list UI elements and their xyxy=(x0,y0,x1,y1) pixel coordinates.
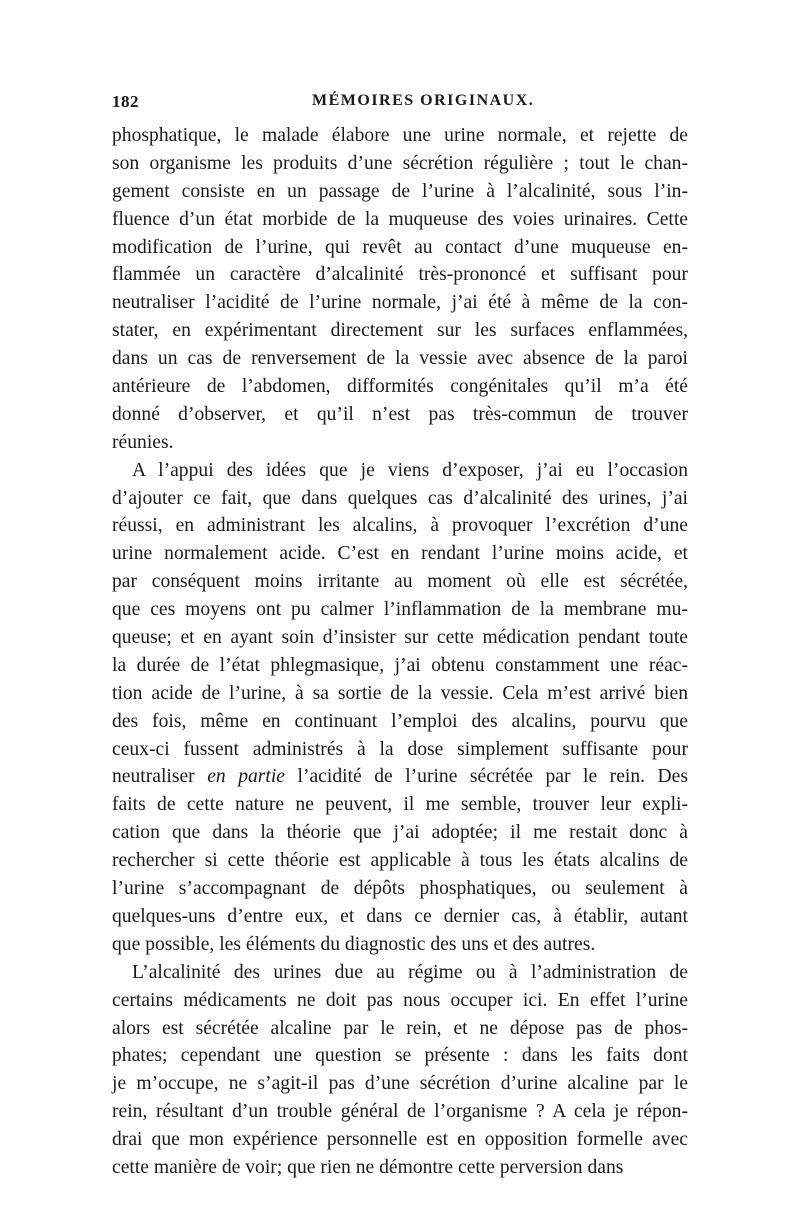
text-line: des fois, même en continuant l’emploi des alcalins, pourvu que xyxy=(112,710,688,732)
text-line: fluence d’un état morbide de la muqueuse des voies urinaires. Cette xyxy=(112,208,688,230)
text-line: gement consiste en un passage de l’urine à l’alcalinité, sous l’in- xyxy=(112,180,688,202)
book-page xyxy=(112,92,688,1182)
running-title: MÉMOIRES ORIGINAUX. xyxy=(312,92,535,109)
text-line: neutraliser en partie l’acidité de l’urine sécrétée par le rein. Des xyxy=(112,766,689,788)
text-line: faits de cette nature ne peuvent, il me semble, trouver leur expli- xyxy=(112,794,688,816)
text-line: urine normalement acide. C’est en rendant l’urine moins acide, et xyxy=(112,543,688,565)
page-number: 182 xyxy=(112,92,139,111)
text-line: queuse; et en ayant soin d’insister sur cette médication pendant toute xyxy=(112,627,688,649)
text-line: stater, en expérimentant directement sur les surfaces enflammées, xyxy=(112,320,688,342)
text-line: réunies. xyxy=(112,431,174,453)
paragraph xyxy=(112,457,688,959)
text-line: l’urine s’accompagnant de dépôts phosphatiques, ou seulement à xyxy=(112,878,688,900)
paragraph xyxy=(112,959,688,1182)
text-line: que ces moyens ont pu calmer l’inflammation de la membrane mu- xyxy=(112,599,688,621)
body-text xyxy=(112,122,688,1182)
text-line: réussi, en administrant les alcalins, à provoquer l’excrétion d’une xyxy=(112,515,688,537)
text-line: phates; cependant une question se présente : dans les faits dont xyxy=(112,1045,688,1067)
text-line: d’ajouter ce fait, que dans quelques cas d’alcalinité des urines, j’ai xyxy=(112,487,688,509)
text-line: la durée de l’état phlegmasique, j’ai obtenu constamment une réac- xyxy=(112,654,688,676)
text-line: son organisme les produits d’une sécrétion régulière ; tout le chan- xyxy=(112,152,688,174)
text-line: ceux-ci fussent administrés à la dose simplement suffisante pour xyxy=(112,738,688,760)
paragraph xyxy=(112,122,688,457)
text-line: alors est sécrétée alcaline par le rein, et ne dépose pas de phos- xyxy=(112,1017,688,1039)
text-line: que possible, les éléments du diagnostic des uns et des autres. xyxy=(112,933,596,955)
text-line: tion acide de l’urine, à sa sortie de la vessie. Cela m’est arrivé bien xyxy=(112,682,688,704)
text-line: par conséquent moins irritante au moment où elle est sécrétée, xyxy=(112,571,688,593)
italic-phrase: en partie xyxy=(207,766,286,788)
text-line: drai que mon expérience personnelle est en opposition formelle avec xyxy=(112,1129,688,1151)
text-line: donné d’observer, et qu’il n’est pas très-commun de trouver xyxy=(112,403,688,425)
text-line: antérieure de l’abdomen, difformités congénitales qu’il m’a été xyxy=(112,376,688,398)
text-line: je m’occupe, ne s’agit-il pas d’une sécrétion d’urine alcaline par le xyxy=(112,1073,688,1095)
text-line: modification de l’urine, qui revêt au contact d’une muqueuse en- xyxy=(112,236,688,258)
running-head xyxy=(112,92,688,122)
text-line: rechercher si cette théorie est applicable à tous les états alcalins de xyxy=(112,850,688,872)
text-line: rein, résultant d’un trouble général de l’organisme ? A cela je répon- xyxy=(112,1101,688,1123)
text-line: cation que dans la théorie que j’ai adoptée; il me restait donc à xyxy=(112,822,688,844)
text-line: L’alcalinité des urines due au régime ou à l’administration de xyxy=(132,961,688,983)
text-line: flammée un caractère d’alcalinité très-prononcé et suffisant pour xyxy=(112,264,688,286)
text-line: quelques-uns d’entre eux, et dans ce dernier cas, à établir, autant xyxy=(112,905,688,927)
text-line: dans un cas de renversement de la vessie avec absence de la paroi xyxy=(112,348,688,370)
text-line: neutraliser l’acidité de l’urine normale, j’ai été à même de la con- xyxy=(112,292,688,314)
text-line: phosphatique, le malade élabore une urine normale, et rejette de xyxy=(112,125,688,146)
text-line: cette manière de voir; que rien ne démontre cette perversion dans xyxy=(112,1156,624,1178)
text-line: A l’appui des idées que je viens d’exposer, j’ai eu l’occasion xyxy=(132,459,688,481)
text-line: certains médicaments ne doit pas nous occuper ici. En effet l’urine xyxy=(112,989,688,1011)
